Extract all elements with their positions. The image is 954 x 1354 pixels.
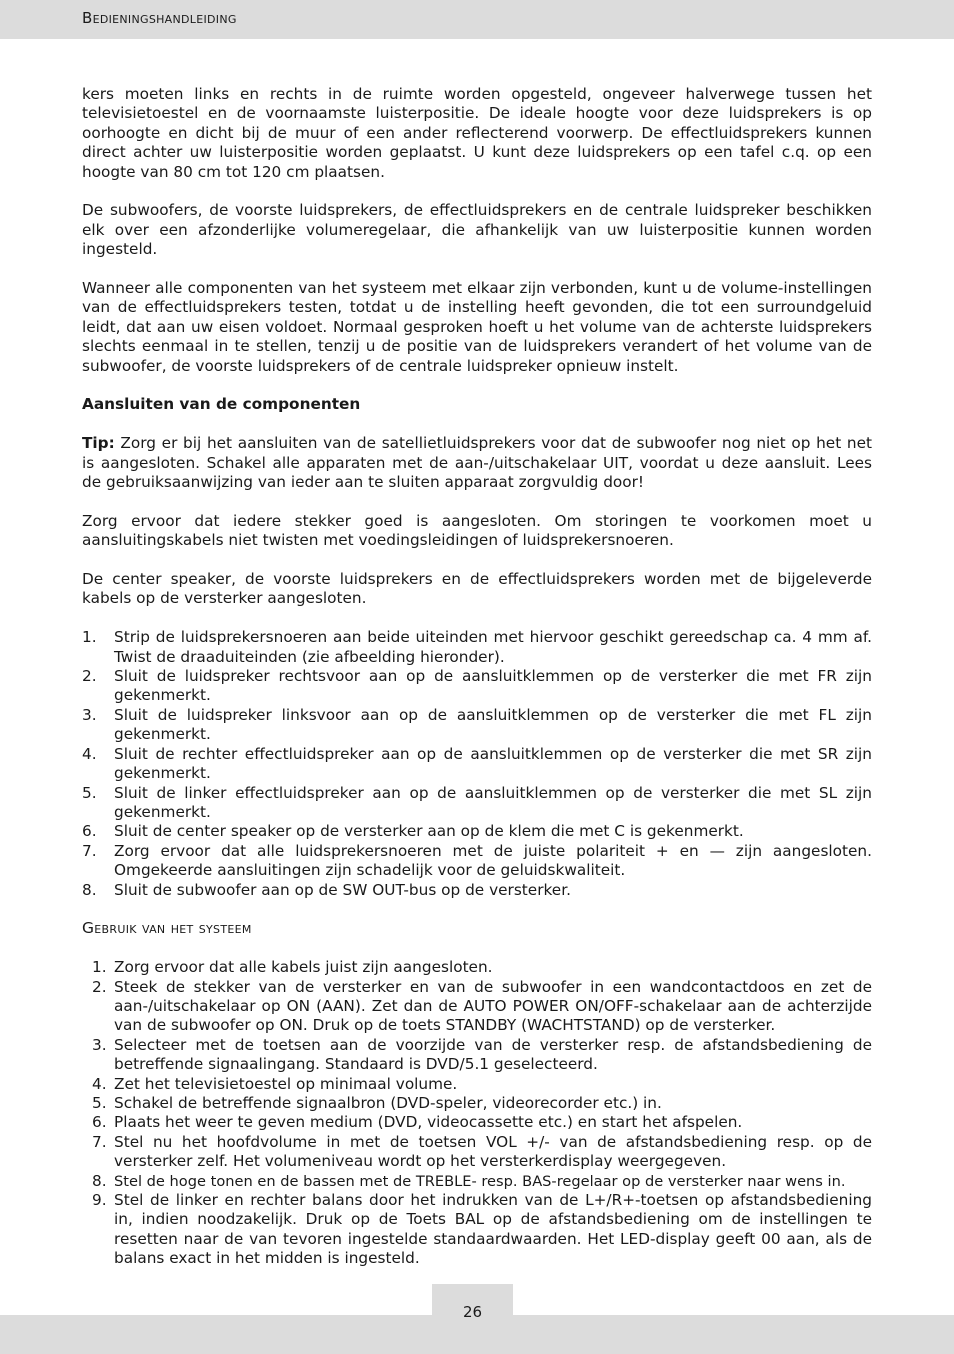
step-text: Steek de stekker van de versterker en van de subwoofer in een wandcontactdoos en zet de aan-/uitschakelaar op ON (AAN). Zet dan de AUTO POWER ON/OFF-schakelaar aan de achterzijde van de subwoofer op ON. Druk op de toets STANDBY (WACHTSTAND) op de versterker.: [114, 977, 872, 1035]
usage-section-title: Gebruik van het systeem: [82, 919, 252, 938]
step-text: Sluit de center speaker op de versterker aan op de klem die met C is gekenmerkt.: [114, 822, 744, 841]
step-number: 4.: [92, 1074, 107, 1093]
connection-steps-list: [82, 628, 872, 900]
list-item: [82, 706, 872, 745]
tip-label: Tip:: [82, 434, 115, 453]
list-item: [82, 1094, 872, 1113]
tip-text: Zorg er bij het aansluiten van de satellietluidsprekers voor dat de subwoofer nog niet op het net is aangesloten. Schakel alle apparaten met de aan-/uitschakelaar UIT, voordat u deze aansluit. Lees de gebruiksaanwijzing van ieder aan te sluiten apparaat zorgvuldig door!: [82, 434, 872, 492]
page-content: [82, 85, 872, 1269]
step-text: Sluit de luidspreker rechtsvoor aan op de aansluitklemmen op de versterker die met FR zijn gekenmerkt.: [114, 667, 872, 705]
step-text: Zorg ervoor dat alle luidsprekersnoeren met de juiste polariteit + en — zijn aangesloten. Omgekeerde aansluitingen zijn schadelijk voor de geluidskwaliteit.: [114, 841, 872, 880]
list-item: [82, 1075, 872, 1094]
intro-paragraph-1: kers moeten links en rechts in de ruimte worden opgesteld, ongeveer halverwege tussen het televisietoestel en de voornaamste luisterpositie. De ideale hoogte voor deze luidsprekers is op oorhoogte en dicht bij de muur of een ander reflecterend voorwerp. De effectluidsprekers kunnen direct achter uw luisterpositie worden geplaatst. U kunt deze luidsprekers op een tafel c.q. op een hoogte van 80 cm tot 120 cm plaatsen.: [82, 85, 872, 181]
list-item: [82, 784, 872, 823]
step-text: Sluit de rechter effectluidspreker aan op de aansluitklemmen op de versterker die met SR zijn gekenmerkt.: [114, 744, 872, 783]
step-text: Strip de luidsprekersnoeren aan beide uiteinden met hiervoor geschikt gereedschap ca. 4 mm af. Twist de draaduiteinden (zie afbeelding hieronder).: [114, 628, 872, 666]
step-text: Sluit de linker effectluidspreker aan op de aansluitklemmen op de versterker die met SL zijn gekenmerkt.: [114, 783, 872, 821]
intro-paragraph-2: De subwoofers, de voorste luidsprekers, de effectluidsprekers en de centrale luidspreker beschikken elk over een afzonderlijke volumeregelaar, die afhankelijk van uw luisterpositie kunnen worden ingesteld.: [82, 201, 872, 259]
step-number: 5.: [82, 783, 97, 802]
step-text: Sluit de subwoofer aan op de SW OUT-bus op de versterker.: [114, 880, 571, 899]
step-number: 3.: [82, 705, 97, 724]
list-item: [82, 842, 872, 881]
step-number: 8.: [92, 1171, 107, 1190]
list-item: [82, 1191, 872, 1269]
step-text: Stel de hoge tonen en de bassen met de TREBLE- resp. BAS-regelaar op de versterker naar wens in.: [114, 1172, 846, 1190]
list-item: [82, 745, 872, 784]
list-item: [82, 1133, 872, 1172]
header-title: Bedieningshandleiding: [82, 9, 237, 27]
step-text: Zorg ervoor dat alle kabels juist zijn aangesloten.: [114, 958, 493, 977]
connect-heading: Aansluiten van de componenten: [82, 395, 361, 414]
list-item: [82, 667, 872, 706]
list-item: [82, 1036, 872, 1075]
step-text: Schakel de betreffende signaalbron (DVD-speler, videorecorder etc.) in.: [114, 1093, 662, 1112]
list-item: [82, 978, 872, 1036]
list-item: [82, 958, 872, 977]
step-text: Selecteer met de toetsen aan de voorzijde van de versterker resp. de afstandsbediening de betreffende signaalingang. Standaard is DVD/5.1 geselecteerd.: [114, 1035, 872, 1074]
step-number: 3.: [92, 1035, 107, 1054]
step-number: 7.: [82, 841, 97, 860]
list-item: [82, 822, 872, 841]
step-number: 1.: [92, 958, 107, 977]
step-number: 2.: [92, 977, 107, 996]
step-number: 6.: [92, 1113, 107, 1132]
step-number: 2.: [82, 667, 97, 686]
intro-paragraph-3: Wanneer alle componenten van het systeem met elkaar zijn verbonden, kunt u de volume-instellingen van de effectluidsprekers testen, totdat u de instelling heeft gevonden, die tot een surroundgeluid leidt, dat aan uw eisen voldoet. Normaal gesproken hoeft u het volume van de achterste luidsprekers slechts eenmaal in te stellen, tenzij u de positie van de luidsprekers verandert of het volume van de subwoofer, de voorste luidsprekers of de centrale luidspreker opnieuw instelt.: [82, 279, 872, 375]
center-speaker-paragraph: De center speaker, de voorste luidsprekers en de effectluidsprekers worden met de bijgeleverde kabels op de versterker aangesloten.: [82, 570, 872, 608]
step-number: 7.: [92, 1132, 107, 1151]
usage-steps-list: [82, 958, 872, 1269]
step-text: Sluit de luidspreker linksvoor aan op de aansluitklemmen op de versterker die met FL zijn gekenmerkt.: [114, 705, 872, 744]
step-number: 9.: [92, 1191, 107, 1210]
step-number: 1.: [82, 628, 97, 647]
step-text: Plaats het weer te geven medium (DVD, videocassette etc.) en start het afspelen.: [114, 1113, 743, 1132]
step-number: 6.: [82, 822, 97, 841]
list-item: [82, 1113, 872, 1132]
page-number: 26: [462, 1303, 483, 1321]
step-number: 4.: [82, 744, 97, 763]
list-item: [82, 628, 872, 667]
step-text: Stel de linker en rechter balans door het indrukken van de L+/R+-toetsen op afstandsbediening in, indien noodzakelijk. Druk op de Toets BAL op de afstandsbediening om de instellingen te resetten naar de van tevoren ingestelde standaardwaarden. Het LED-display geeft 00 aan, als de balans exact in het midden is ingesteld.: [114, 1191, 872, 1268]
list-item: [82, 1172, 872, 1191]
plug-paragraph: Zorg ervoor dat iedere stekker goed is aangesloten. Om storingen te voorkomen moet u aansluitingskabels niet twisten met voedingsleidingen of luidsprekersnoeren.: [82, 511, 872, 550]
step-number: 8.: [82, 880, 97, 899]
list-item: [82, 881, 872, 900]
tip-paragraph: [82, 434, 872, 492]
step-number: 5.: [92, 1093, 107, 1112]
step-text: Stel nu het hoofdvolume in met de toetsen VOL +/- van de afstandsbediening resp. op de versterker zelf. Het volumeniveau wordt op het versterkerdisplay weergegeven.: [114, 1132, 872, 1171]
step-text: Zet het televisietoestel op minimaal volume.: [114, 1074, 458, 1093]
